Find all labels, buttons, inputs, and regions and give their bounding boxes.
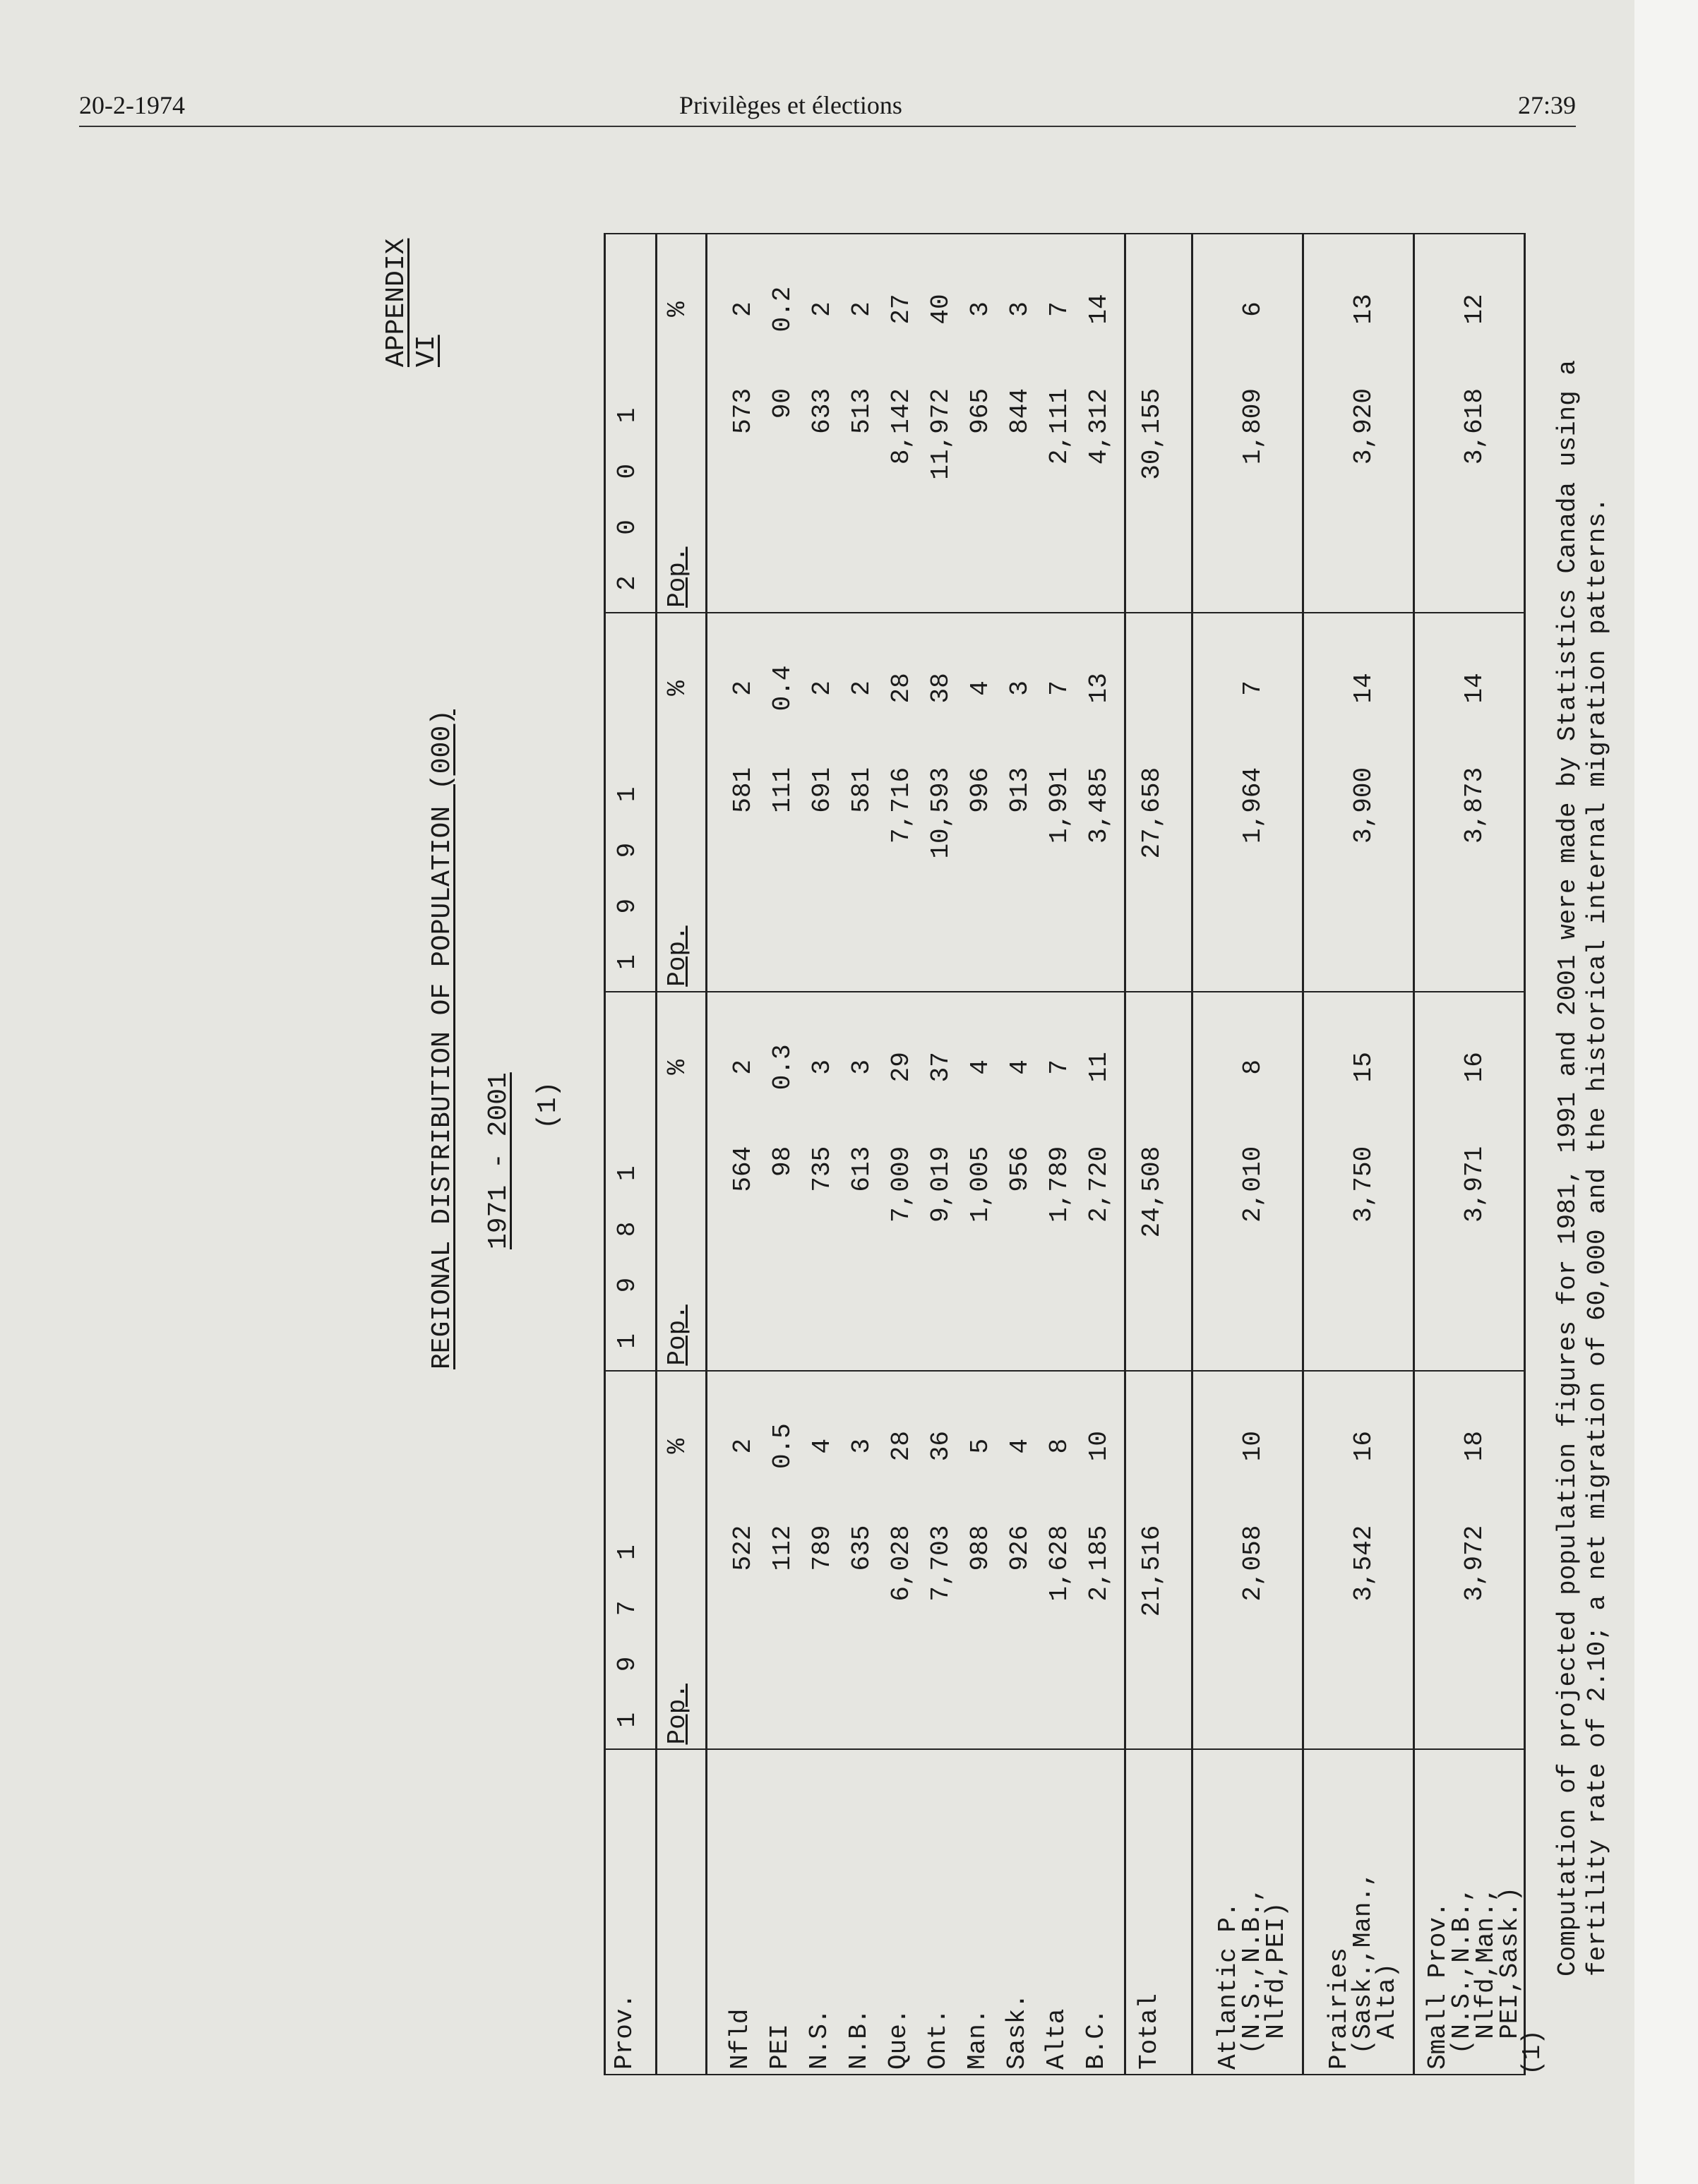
page-edge: [1634, 0, 1698, 2184]
province-label: Alta: [1045, 1749, 1084, 2075]
year-header: 1 9 9 1: [605, 613, 657, 992]
percent-value: 3: [1005, 234, 1045, 384]
percent-value: 15: [1303, 992, 1414, 1142]
percent-value: 37: [926, 992, 966, 1142]
percent-value: 18: [1414, 1371, 1525, 1521]
population-value: 11,972: [926, 384, 966, 613]
population-value: 2,058: [1192, 1521, 1303, 1750]
population-value: 581: [729, 763, 768, 992]
province-row: [926, 234, 966, 2075]
percent-value: 36: [926, 1371, 966, 1521]
population-value: 3,618: [1414, 384, 1525, 613]
population-value: 7,716: [887, 763, 926, 992]
header-page-number: 27:39: [1517, 91, 1576, 119]
percent-value: 10: [1192, 1371, 1303, 1521]
province-row: [1045, 234, 1084, 2075]
percent-value: 3: [808, 992, 847, 1142]
population-value: 913: [1005, 763, 1045, 992]
header-title: Privilèges et élections: [679, 91, 902, 119]
percent-value: 5: [966, 1371, 1005, 1521]
percent-value: [1125, 992, 1192, 1142]
population-value: 7,703: [926, 1521, 966, 1750]
percent-value: 40: [926, 234, 966, 384]
province-label: Ont.: [926, 1749, 966, 2075]
pop-header: Pop.: [657, 1521, 707, 1750]
percent-value: [1125, 613, 1192, 763]
population-value: 2,185: [1084, 1521, 1125, 1750]
province-row: [1005, 234, 1045, 2075]
population-value: 2,720: [1084, 1142, 1125, 1371]
province-label: Total: [1125, 1749, 1192, 2075]
spacer: [707, 234, 729, 384]
table-title: REGIONAL DISTRIBUTION OF POPULATION (000): [427, 709, 458, 1369]
province-row: [1084, 234, 1125, 2075]
province-row: [847, 234, 887, 2075]
appendix-title: APPENDIX VI: [381, 238, 442, 367]
population-value: 3,750: [1303, 1142, 1414, 1371]
population-value: 1,991: [1045, 763, 1084, 992]
population-value: 926: [1005, 1521, 1045, 1750]
table-header-row: [605, 234, 657, 2075]
population-value: 30,155: [1125, 384, 1192, 613]
percent-value: 3: [1005, 613, 1045, 763]
population-value: 27,658: [1125, 763, 1192, 992]
population-value: 789: [808, 1521, 847, 1750]
percent-value: 12: [1414, 234, 1525, 384]
footnote-marker: (1): [1518, 2029, 1547, 2075]
province-label: N.B.: [847, 1749, 887, 2075]
year-header: 2 0 0 1: [605, 234, 657, 613]
spacer-row: [707, 234, 729, 2075]
percent-value: 38: [926, 613, 966, 763]
population-value: 1,964: [1192, 763, 1303, 992]
percent-value: 3: [847, 992, 887, 1142]
population-value: 2,111: [1045, 384, 1084, 613]
population-value: 3,972: [1414, 1521, 1525, 1750]
population-value: 3,971: [1414, 1142, 1525, 1371]
spacer: [707, 763, 729, 992]
percent-value: 7: [1045, 613, 1084, 763]
population-value: 21,516: [1125, 1521, 1192, 1750]
prov-subheader: [657, 1749, 707, 2075]
province-row: [729, 234, 768, 2075]
population-value: 581: [847, 763, 887, 992]
percent-value: 7: [1045, 992, 1084, 1142]
percent-value: 4: [1005, 992, 1045, 1142]
percent-value: 29: [887, 992, 926, 1142]
population-value: 7,009: [887, 1142, 926, 1371]
spacer: [707, 992, 729, 1142]
percent-value: 2: [847, 234, 887, 384]
percent-value: 14: [1084, 234, 1125, 384]
percent-value: 0.5: [768, 1371, 808, 1521]
province-label: Small Prov. (N.S.,N.B., Nlfd,Man., PEI,Sask.): [1414, 1749, 1525, 2075]
population-value: 9,019: [926, 1142, 966, 1371]
spacer: [707, 1142, 729, 1371]
population-value: 8,142: [887, 384, 926, 613]
percent-value: 3: [966, 234, 1005, 384]
percent-value: 4: [966, 992, 1005, 1142]
population-value: 735: [808, 1142, 847, 1371]
percent-value: 0.4: [768, 613, 808, 763]
header-date: 20-2-1974: [79, 91, 185, 119]
percent-value: 4: [1005, 1371, 1045, 1521]
pct-header: %: [657, 992, 707, 1142]
group-row: [1303, 234, 1414, 2075]
population-value: 10,593: [926, 763, 966, 992]
population-value: 1,809: [1192, 384, 1303, 613]
province-row: [887, 234, 926, 2075]
population-value: 573: [729, 384, 768, 613]
province-row: [808, 234, 847, 2075]
percent-value: 4: [808, 1371, 847, 1521]
percent-value: 2: [729, 992, 768, 1142]
percent-value: 28: [887, 1371, 926, 1521]
percent-value: 0.3: [768, 992, 808, 1142]
percent-value: 11: [1084, 992, 1125, 1142]
population-value: 965: [966, 384, 1005, 613]
percent-value: 4: [966, 613, 1005, 763]
population-value: 3,920: [1303, 384, 1414, 613]
population-value: 2,010: [1192, 1142, 1303, 1371]
population-value: 111: [768, 763, 808, 992]
percent-value: 13: [1084, 613, 1125, 763]
population-value: 1,005: [966, 1142, 1005, 1371]
pct-header: %: [657, 234, 707, 384]
population-value: 564: [729, 1142, 768, 1371]
pop-header: Pop.: [657, 763, 707, 992]
population-value: 112: [768, 1521, 808, 1750]
table-year-range: 1971 - 2001: [484, 1072, 514, 1249]
percent-value: 13: [1303, 234, 1414, 384]
pop-header: Pop.: [657, 384, 707, 613]
spacer: [707, 1371, 729, 1521]
percent-value: 7: [1045, 234, 1084, 384]
year-header: 1 9 7 1: [605, 1371, 657, 1750]
header-rule: [79, 126, 1576, 127]
percent-value: 7: [1192, 613, 1303, 763]
table-subheader-row: [657, 234, 707, 2075]
population-value: 6,028: [887, 1521, 926, 1750]
population-value: 90: [768, 384, 808, 613]
total-row: [1125, 234, 1192, 2075]
percent-value: 2: [808, 234, 847, 384]
province-row: [966, 234, 1005, 2075]
province-label: Que.: [887, 1749, 926, 2075]
population-value: 1,789: [1045, 1142, 1084, 1371]
rotated-page-content: [304, 226, 1617, 2075]
percent-value: 14: [1414, 613, 1525, 763]
province-label: N.S.: [808, 1749, 847, 2075]
percent-value: 16: [1414, 992, 1525, 1142]
page-header: [79, 90, 1576, 127]
pct-header: %: [657, 613, 707, 763]
percent-value: 28: [887, 613, 926, 763]
percent-value: 2: [847, 613, 887, 763]
percent-value: 3: [847, 1371, 887, 1521]
population-value: 956: [1005, 1142, 1045, 1371]
percent-value: 8: [1192, 992, 1303, 1142]
province-label: Atlantic P. (N.S.,N.B., Nlfd,PEI): [1192, 1749, 1303, 2075]
population-value: 633: [808, 384, 847, 613]
pct-header: %: [657, 1371, 707, 1521]
population-value: 691: [808, 763, 847, 992]
percent-value: 2: [729, 613, 768, 763]
population-value: 24,508: [1125, 1142, 1192, 1371]
spacer: [707, 384, 729, 613]
population-value: 3,485: [1084, 763, 1125, 992]
province-label: Prairies (Sask.,Man., Alta): [1303, 1749, 1414, 2075]
population-value: 98: [768, 1142, 808, 1371]
population-value: 844: [1005, 384, 1045, 613]
province-label: B.C.: [1084, 1749, 1125, 2075]
percent-value: 14: [1303, 613, 1414, 763]
percent-value: [1125, 1371, 1192, 1521]
group-row: [1414, 234, 1525, 2075]
population-table: [604, 233, 1526, 2075]
percent-value: 2: [729, 1371, 768, 1521]
population-value: 996: [966, 763, 1005, 992]
percent-value: [1125, 234, 1192, 384]
population-value: 988: [966, 1521, 1005, 1750]
pop-header: Pop.: [657, 1142, 707, 1371]
population-value: 522: [729, 1521, 768, 1750]
population-value: 513: [847, 384, 887, 613]
group-row: [1192, 234, 1303, 2075]
percent-value: 10: [1084, 1371, 1125, 1521]
province-row: [768, 234, 808, 2075]
percent-value: 16: [1303, 1371, 1414, 1521]
percent-value: 8: [1045, 1371, 1084, 1521]
population-value: 4,312: [1084, 384, 1125, 613]
province-label: Nfld: [729, 1749, 768, 2075]
spacer: [707, 613, 729, 763]
population-value: 1,628: [1045, 1521, 1084, 1750]
province-label: Sask.: [1005, 1749, 1045, 2075]
population-value: 3,542: [1303, 1521, 1414, 1750]
title-footnote-ref: (1): [533, 1081, 563, 1129]
population-value: 3,900: [1303, 763, 1414, 992]
percent-value: 0.2: [768, 234, 808, 384]
prov-header: Prov.: [605, 1749, 657, 2075]
percent-value: 2: [729, 234, 768, 384]
percent-value: 27: [887, 234, 926, 384]
province-label: PEI: [768, 1749, 808, 2075]
population-value: 613: [847, 1142, 887, 1371]
percent-value: 6: [1192, 234, 1303, 384]
population-value: 635: [847, 1521, 887, 1750]
year-header: 1 9 8 1: [605, 992, 657, 1371]
spacer: [707, 1521, 729, 1750]
percent-value: 2: [808, 613, 847, 763]
province-label: Man.: [966, 1749, 1005, 2075]
population-value: 3,873: [1414, 763, 1525, 992]
footnote-text: Computation of projected population figures for 1981, 1991 and 2001 were made by Statistics Canada using a fertility rate of 2.10; a net migration of 60,000 and the historical internal migration patterns.: [1553, 360, 1612, 1976]
